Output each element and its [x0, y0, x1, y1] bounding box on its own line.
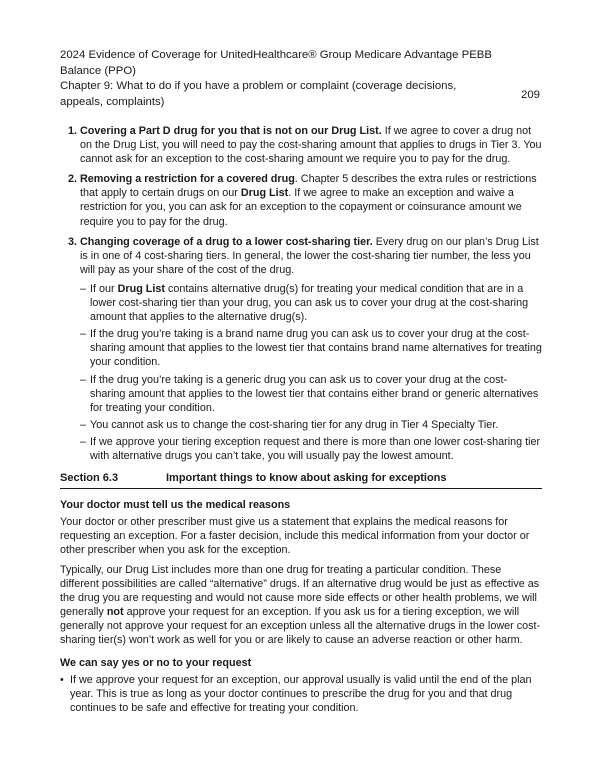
sub-list-item: [80, 435, 542, 463]
list-item: [60, 172, 542, 228]
paragraph: Your doctor or other prescriber must give us a statement that explains the medical reasons for requesting an exception. For a faster decision, include this medical information from your doctor or other prescriber when you ask for the exception.: [60, 516, 530, 557]
bullet-item: [60, 673, 542, 715]
exception-types-list: [60, 124, 542, 463]
bullet-text: If we approve your request for an exception, our approval usually is valid until the end of the plan year. This is true as long as your doctor continues to prescribe the drug for you and that drug continues to be safe and effective for treating your condition.: [70, 674, 532, 715]
dash-marker: –: [80, 418, 87, 431]
section-title: Important things to know about asking for exceptions: [166, 472, 447, 485]
sub-list-item: [80, 373, 542, 415]
dash-marker: –: [80, 435, 87, 448]
item-text: . Chapter 5 describes the extra rules or restrictions that apply to certain drugs on our: [80, 173, 537, 200]
paragraph-text: Typically, our Drug List includes more than one drug for treating a particular condition. These different possibilities are called “alternative” drugs. If an alternative drug would be just as effective as the drug you are requesting and would not cause more side effects or other health problems, we will generally: [60, 563, 540, 618]
dash-marker: –: [80, 328, 87, 341]
sub-item-text: You cannot ask us to change the cost-sharing tier for any drug in Tier 4 Specialty Tier.: [90, 418, 499, 431]
emphasis-not: not: [106, 605, 124, 618]
item-number: 2.: [68, 173, 78, 186]
list-item: [60, 124, 542, 166]
tier-sub-list: [80, 282, 542, 463]
dash-marker: –: [80, 282, 87, 295]
item-text: . If we agree to make an exception and waive a restriction for you, you can ask for an exception to the copayment or coinsurance amount we require you to pay for the drug.: [80, 187, 522, 228]
sub-list-item: [80, 327, 542, 369]
chapter-title: Chapter 9: What to do if you have a problem or complaint (coverage decisions, appeals, complaints): [60, 80, 457, 108]
item-text: Every drug on our plan’s Drug List is in one of 4 cost-sharing tiers. In general, the lower the cost-sharing tier number, the less you will pay as your share of the cost of the drug.: [80, 235, 539, 276]
section-heading: [60, 471, 542, 489]
sub-item-text: If the drug you’re taking is a generic drug you can ask us to cover your drug at the cost-sharing amount that applies to the lowest tier that contains either brand or generic alternatives for treating your condition.: [90, 373, 539, 414]
bullet-list: [60, 673, 542, 715]
subheading-yes-or-no: We can say yes or no to your request: [60, 657, 252, 670]
page-header: [60, 48, 500, 110]
item-title: Changing coverage of a drug to a lower cost-sharing tier.: [80, 235, 373, 248]
sub-item-text: If we approve your tiering exception request and there is more than one lower cost-sharing tier with alternative drugs you can’t take, you will usually pay the lowest amount.: [90, 435, 541, 462]
item-number: 3.: [68, 235, 78, 248]
drug-list-term: Drug List: [117, 282, 165, 295]
paragraph: [60, 563, 542, 648]
item-number: 1.: [68, 125, 78, 137]
page-content: [60, 124, 542, 715]
list-item: [60, 235, 542, 463]
sub-list-item: [80, 418, 542, 432]
sub-item-text: contains alternative drug(s) for treating your medical condition that are in a lower cost-sharing tier than your drug, you can ask us to cover your drug at the cost-sharing amount that applies to the alternative drug(s).: [90, 282, 529, 324]
bullet-marker: •: [60, 674, 64, 687]
document-title: 2024 Evidence of Coverage for UnitedHealthcare® Group Medicare Advantage PEBB Balance (PPO): [60, 49, 492, 77]
page-number: 209: [521, 89, 541, 101]
item-title: Covering a Part D drug for you that is not on our Drug List.: [80, 125, 382, 137]
sub-item-text: If our: [90, 282, 118, 295]
item-title: Removing a restriction for a covered drug: [80, 173, 295, 186]
subheading-medical-reasons: Your doctor must tell us the medical reasons: [60, 499, 291, 512]
dash-marker: –: [80, 373, 87, 386]
paragraph-text: approve your request for an exception. If you ask us for a tiering exception, we will generally not approve your request for an exception unless all the alternative drugs in the lower cost-sharing tier(s) won’t work as well for you or are likely to cause an adverse reaction or other harm.: [60, 605, 541, 646]
item-text: If we agree to cover a drug not on the Drug List, you will need to pay the cost-sharing amount that applies to drugs in Tier 3. You cannot ask for an exception to the cost-sharing amount we require you to pay for the drug.: [80, 125, 542, 166]
section-number: Section 6.3: [60, 472, 119, 485]
drug-list-term: Drug List: [240, 187, 289, 200]
sub-list-item: [80, 282, 542, 324]
sub-item-text: If the drug you’re taking is a brand name drug you can ask us to cover your drug at the cost-sharing amount that applies to the lowest tier that contains brand name alternatives for treating your condition.: [90, 328, 542, 369]
